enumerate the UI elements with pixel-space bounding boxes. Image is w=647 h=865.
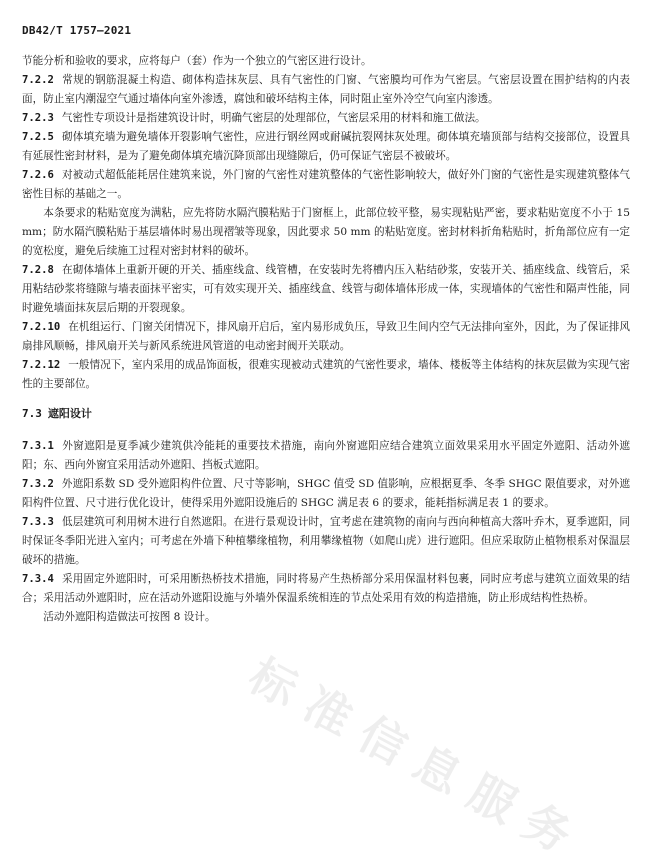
clause-text: 常规的钢筋混凝土构造、砌体构造抹灰层、具有气密性的门窗、气密膜均可作为气密层。气密层设置在围护结构的内表面，防止室内潮湿空气通过墙体向室外渗透，腐蚀和破坏结构主体，同时阻止室外冷空气向室内渗透。 bbox=[22, 74, 630, 105]
clause-7-3-3 bbox=[22, 513, 630, 570]
clause-text: 外窗遮阳是夏季减少建筑供冷能耗的重要技术措施，南向外窗遮阳应结合建筑立面效果采用水平固定外遮阳、活动外遮阳；东、西向外窗宜采用活动外遮阳、挡板式遮阳。 bbox=[22, 440, 630, 471]
clause-text: 在砌体墙体上重新开硬的开关、插座线盒、线管槽，在安装时先将槽内压入粘结砂浆，安装开关、插座线盒、线管后，采用粘结砂浆将缝隙与墙表面抹平密实，可有效实现开关、插座线盒、线管与砌体墙体形成一体，实现墙体的气密性和隔声性能，同时避免墙面抹灰层后期的开裂现象。 bbox=[22, 264, 630, 314]
clause-number: 7.3.4 bbox=[22, 573, 54, 585]
clause-text: 低层建筑可利用树木进行自然遮阳。在进行景观设计时，宜考虑在建筑物的南向与西向种植高大落叶乔木，夏季遮阳，同时保证冬季阳光进入室内；可考虑在外墙下种植攀缘植物，利用攀缘植物（如爬山虎）进行遮阳。但应采取防止植物根系对保温层破坏的措施。 bbox=[22, 516, 630, 566]
clause-text: 外遮阳系数 SD 受外遮阳构件位置、尺寸等影响，SHGC 值受 SD 值影响，应根据夏季、冬季 SHGC 限值要求，对外遮阳构件位置、尺寸进行优化设计，使得采用外遮阳设施后的 SHGC 满足表 6 的要求，能耗指标满足表 1 的要求。 bbox=[22, 478, 630, 509]
intro-paragraph: 节能分析和验收的要求，应将每户（套）作为一个独立的气密区进行设计。 bbox=[22, 55, 372, 67]
clause-7-2-12 bbox=[22, 356, 630, 394]
clause-number: 7.2.10 bbox=[22, 321, 61, 333]
clause-7-2-6 bbox=[22, 166, 630, 204]
watermark: 标 准 信 息 服 务 bbox=[240, 647, 581, 863]
clause-7-3-1 bbox=[22, 437, 630, 475]
clause-text: 一般情况下，室内采用的成品饰面板，很难实现被动式建筑的气密性要求，墙体、楼板等主体结构的抹灰层做为实现气密性的主要部位。 bbox=[22, 359, 630, 390]
clause-7-2-8 bbox=[22, 261, 630, 318]
clause-text: 砌体填充墙为避免墙体开裂影响气密性，应进行钢丝网或耐碱抗裂网抹灰处理。砌体填充墙顶部与结构交接部位，设置具有延展性密封材料，是为了避免砌体填充墙沉降顶部出现缝隙后，仍可保证气密层不被破坏。 bbox=[22, 131, 630, 162]
section-heading bbox=[22, 404, 630, 423]
document-body bbox=[22, 52, 630, 627]
document-page bbox=[22, 22, 630, 627]
clause-7-2-3 bbox=[22, 109, 630, 128]
clause-7-2-10 bbox=[22, 318, 630, 356]
clause-number: 7.2.3 bbox=[22, 112, 54, 124]
clause-number: 7.3.2 bbox=[22, 478, 54, 490]
document-id: DB42/T 1757—2021 bbox=[22, 24, 132, 37]
clause-number: 7.2.12 bbox=[22, 359, 61, 371]
clause-text: 采用固定外遮阳时，可采用断热桥技术措施，同时将易产生热桥部分采用保温材料包裹，同时应考虑与建筑立面效果的结合；采用活动外遮阳时，应在活动外遮阳设施与外墙外保温系统相连的节点处采用有效的构造措施，防止形成结构性热桥。 bbox=[22, 573, 630, 604]
clause-7-3-2 bbox=[22, 475, 630, 513]
clause-7-2-2 bbox=[22, 71, 630, 109]
clause-text: 对被动式超低能耗居住建筑来说，外门窗的气密性对建筑整体的气密性影响较大，做好外门窗的气密性是实现建筑整体气密性目标的基础之一。 bbox=[22, 169, 630, 200]
clause-number: 7.3.1 bbox=[22, 440, 54, 452]
clause-7-2-5 bbox=[22, 128, 630, 166]
clause-group-b bbox=[22, 261, 630, 394]
clause-number: 7.2.5 bbox=[22, 131, 54, 143]
clause-text: 气密性专项设计是指建筑设计时，明确气密层的处理部位，气密层采用的材料和施工做法。 bbox=[61, 112, 486, 124]
section-title-text: 遮阳设计 bbox=[47, 407, 92, 420]
clause-number: 7.2.2 bbox=[22, 74, 54, 86]
clause-number: 7.2.6 bbox=[22, 169, 54, 181]
clause-7-2-6-continued: 本条要求的粘贴宽度为满粘，应先将防水隔汽膜粘贴于门窗框上，此部位较平整，易实现粘贴严密，要求粘贴宽度不小于 15 mm；防水隔汽膜粘贴于基层墙体时易出现褶皱等现象，因此要求 50 mm 的粘贴宽度。密封材料折角粘贴时，折角部位应有一定的宽松度，避免后续施工过程对密封材料的破坏。 bbox=[22, 207, 630, 257]
section-number: 7.3 bbox=[22, 407, 42, 420]
clause-text: 在机组运行、门窗关闭情况下，排风扇开启后，室内易形成负压，导致卫生间内空气无法排向室外，因此，为了保证排风扇排风顺畅，排风扇开关与新风系统进风管道的电动密封阀开关联动。 bbox=[22, 321, 630, 352]
clause-number: 7.3.3 bbox=[22, 516, 54, 528]
clause-group-a bbox=[22, 71, 630, 204]
clause-7-3-4 bbox=[22, 570, 630, 608]
clause-group-c bbox=[22, 437, 630, 608]
closing-paragraph: 活动外遮阳构造做法可按图 8 设计。 bbox=[43, 611, 216, 623]
clause-number: 7.2.8 bbox=[22, 264, 54, 276]
